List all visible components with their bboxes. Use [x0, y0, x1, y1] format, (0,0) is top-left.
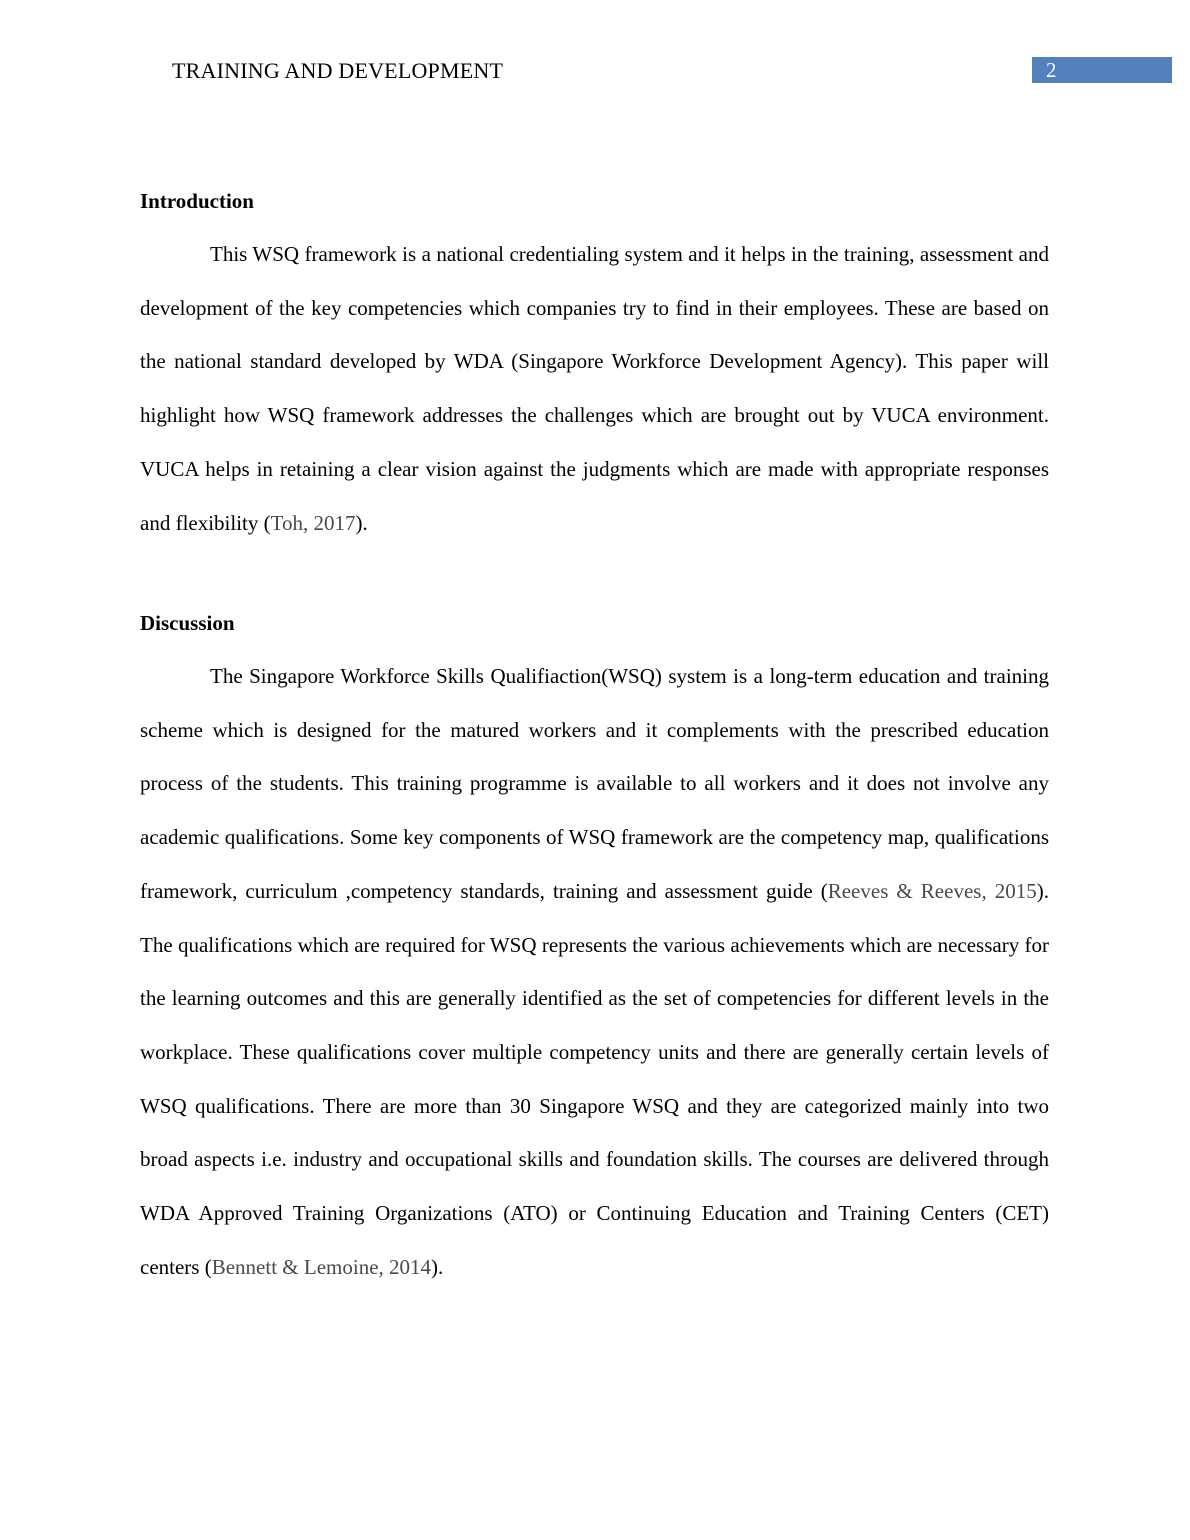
discussion-text-1: The Singapore Workforce Skills Qualifiaction(WSQ) system is a long-term education and training scheme which is designed for the matured workers and it complements with the prescribed education process of the students. This training programme is available to all workers and it does not involve any academic qualifications. Some key components of WSQ framework are the competency map, qualifications framework, curriculum ,competency standards, training and assessment guide ( [140, 664, 1049, 903]
discussion-text-3: ). [431, 1254, 444, 1279]
introduction-heading: Introduction [140, 189, 254, 213]
discussion-heading: Discussion [140, 611, 235, 635]
introduction-text: This WSQ framework is a national credentialing system and it helps in the training, assessment and development of the key competencies which companies try to find in their employees. These are based on the national standard developed by WDA (Singapore Workforce Development Agency). This paper will highlight how WSQ framework addresses the challenges which are brought out by VUCA environment. VUCA helps in retaining a clear vision against the judgments which are made with appropriate responses and flexibility ( [140, 242, 1049, 535]
page-number: 2 [1032, 57, 1172, 83]
running-head-title: TRAINING AND DEVELOPMENT [172, 58, 504, 83]
citation-bennett: Bennett & Lemoine, 2014 [211, 1254, 432, 1279]
introduction-paragraph [140, 228, 1049, 550]
citation-reeves: Reeves & Reeves, 2015 [827, 878, 1037, 903]
discussion-text-2: ). The qualifications which are required for WSQ represents the various achievements which are necessary for the learning outcomes and this are generally identified as the set of competencies for different levels in the workplace. These qualifications cover multiple competency units and there are generally certain levels of WSQ qualifications. There are more than 30 Singapore WSQ and they are categorized mainly into two broad aspects i.e. industry and occupational skills and foundation skills. The courses are delivered through WDA Approved Training Organizations (ATO) or Continuing Education and Training Centers (CET) centers ( [140, 878, 1049, 1279]
discussion-paragraph [140, 650, 1049, 1294]
introduction-text-end: ). [355, 510, 368, 535]
citation-toh: Toh, 2017 [270, 510, 356, 535]
